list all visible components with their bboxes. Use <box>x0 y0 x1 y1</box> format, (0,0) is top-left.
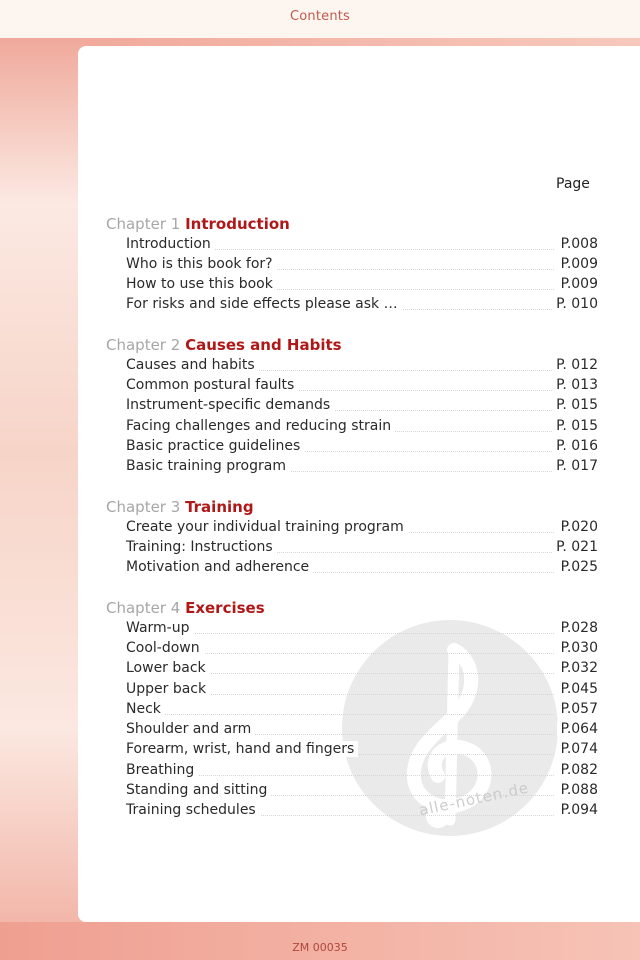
toc-entry[interactable] <box>126 357 598 377</box>
toc-entry-page: P.094 <box>557 802 598 818</box>
toc-entry-page: P. 015 <box>552 397 598 413</box>
toc-entry[interactable] <box>126 782 598 802</box>
toc-entry-page: P.009 <box>557 276 598 292</box>
toc-entry-page: P. 015 <box>552 418 598 434</box>
toc-entry[interactable] <box>126 256 598 276</box>
toc-entry-title: Motivation and adherence <box>126 559 313 575</box>
toc-entry-title: Cool-down <box>126 640 204 656</box>
watermark-text: alle-noten.de <box>417 778 531 820</box>
toc-entry[interactable] <box>126 559 598 579</box>
page-header-title: Contents <box>289 9 351 24</box>
toc-entry[interactable] <box>126 620 598 640</box>
chapter-title: Causes and Habits <box>185 336 342 354</box>
toc-entry-page: P.020 <box>557 519 598 535</box>
toc-entry-title: Shoulder and arm <box>126 721 255 737</box>
toc-entry-page: P.009 <box>557 256 598 272</box>
toc-entry[interactable] <box>126 640 598 660</box>
toc-entry-title: Breathing <box>126 762 198 778</box>
toc-entry-title: Causes and habits <box>126 357 259 373</box>
toc-entry[interactable] <box>126 519 598 539</box>
toc-entry[interactable] <box>126 681 598 701</box>
toc-entry-page: P.025 <box>557 559 598 575</box>
toc-entry-page: P. 016 <box>552 438 598 454</box>
chapter-label: Chapter 1 <box>106 215 181 233</box>
toc-entry-page: P.064 <box>557 721 598 737</box>
chapter-heading <box>106 215 290 233</box>
toc-entry-page: P.045 <box>557 681 598 697</box>
toc-entry-title: Warm-up <box>126 620 194 636</box>
toc-entry-title: How to use this book <box>126 276 277 292</box>
toc-entry-page: P.032 <box>557 660 598 676</box>
toc-entry-title: Upper back <box>126 681 210 697</box>
toc-entry-page: P.074 <box>557 741 598 757</box>
toc-entry-title: Training: Instructions <box>126 539 277 555</box>
toc-entry-page: P. 021 <box>552 539 598 555</box>
toc-entry-title: Who is this book for? <box>126 256 277 272</box>
toc-entry-title: Lower back <box>126 660 210 676</box>
chapter-label: Chapter 4 <box>106 599 181 617</box>
toc-entry-title: Create your individual training program <box>126 519 408 535</box>
dot-leader <box>126 714 554 715</box>
toc-entry[interactable] <box>126 802 598 822</box>
toc-entry-page: P.028 <box>557 620 598 636</box>
toc-entry-page: P.057 <box>557 701 598 717</box>
toc-entry[interactable] <box>126 701 598 721</box>
toc-entry[interactable] <box>126 458 598 478</box>
chapter-heading <box>106 336 342 354</box>
toc-entry-title: Instrument-specific demands <box>126 397 334 413</box>
toc-entry[interactable] <box>126 418 598 438</box>
toc-entry-title: Basic practice guidelines <box>126 438 304 454</box>
toc-entry-title: Facing challenges and reducing strain <box>126 418 395 434</box>
toc-entry[interactable] <box>126 721 598 741</box>
toc-entry[interactable] <box>126 762 598 782</box>
chapter-label: Chapter 3 <box>106 498 181 516</box>
chapter-title: Exercises <box>185 599 265 617</box>
toc-entry-title: Neck <box>126 701 165 717</box>
toc-entry[interactable] <box>126 741 598 761</box>
toc-entry-title: Introduction <box>126 236 215 252</box>
toc-entry[interactable] <box>126 438 598 458</box>
toc-entry[interactable] <box>126 539 598 559</box>
toc-entry-page: P.088 <box>557 782 598 798</box>
chapter-title: Introduction <box>185 215 290 233</box>
toc-entry[interactable] <box>126 296 598 316</box>
chapter-heading <box>106 599 265 617</box>
toc-entry-page: P. 013 <box>552 377 598 393</box>
toc-entry-title: Forearm, wrist, hand and fingers <box>126 741 358 757</box>
toc-entry[interactable] <box>126 236 598 256</box>
footer-catalog-code: ZM 00035 <box>292 941 348 954</box>
toc-entry-page: P. 017 <box>552 458 598 474</box>
toc-entry-title: Common postural faults <box>126 377 298 393</box>
toc-entry-page: P.030 <box>557 640 598 656</box>
toc-entry-title: For risks and side effects please ask … <box>126 296 402 312</box>
toc-entry[interactable] <box>126 660 598 680</box>
toc-entry-page: P. 010 <box>552 296 598 312</box>
chapter-title: Training <box>185 498 254 516</box>
chapter-heading <box>106 498 254 516</box>
toc-entry[interactable] <box>126 276 598 296</box>
toc-entry-page: P.082 <box>557 762 598 778</box>
toc-entry-title: Training schedules <box>126 802 260 818</box>
left-decorative-gradient <box>0 38 82 960</box>
chapter-label: Chapter 2 <box>106 336 181 354</box>
toc-entry-title: Standing and sitting <box>126 782 271 798</box>
toc-entry[interactable] <box>126 397 598 417</box>
toc-entry-page: P.008 <box>557 236 598 252</box>
page-column-label: Page <box>556 176 590 192</box>
toc-entry[interactable] <box>126 377 598 397</box>
toc-entry-title: Basic training program <box>126 458 290 474</box>
toc-entry-page: P. 012 <box>552 357 598 373</box>
